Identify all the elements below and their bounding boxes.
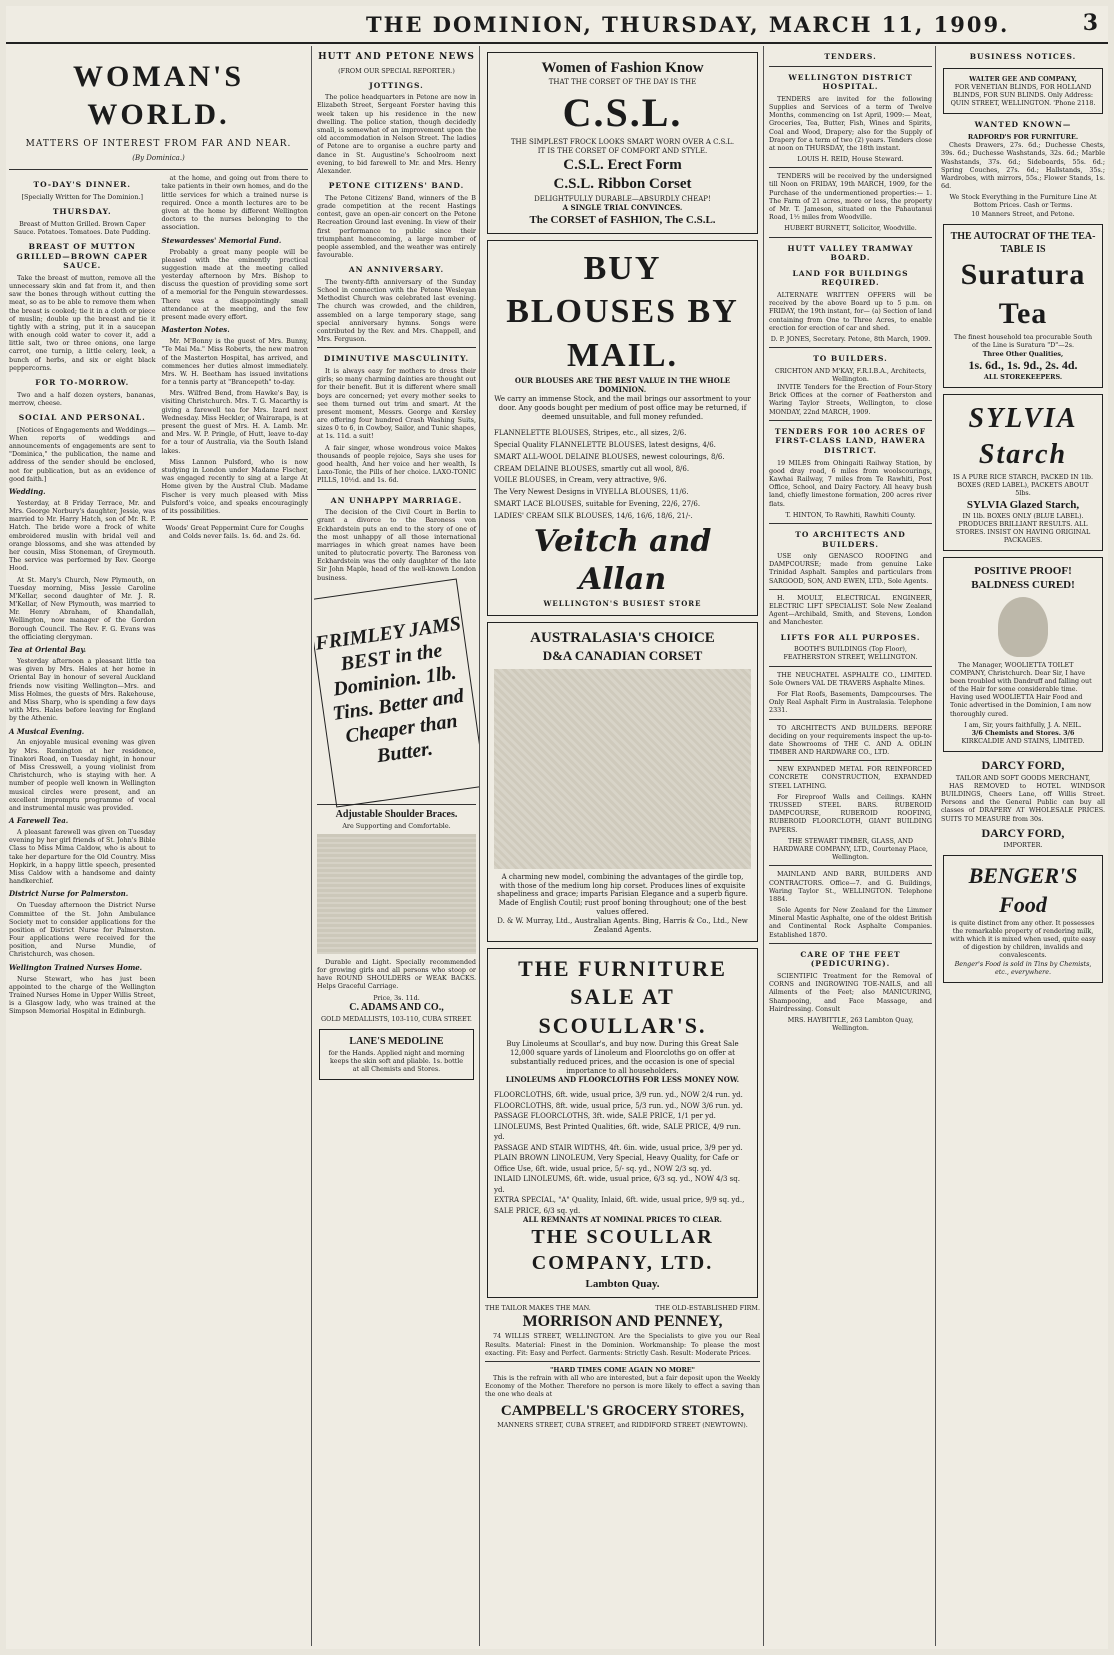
womans-world-split [9, 174, 308, 1018]
tea-footer: ALL STOREKEEPERS. [983, 373, 1063, 382]
campbell-ad [485, 1366, 760, 1429]
furniture-item: PASSAGE FLOORCLOTHS, 3ft. wide, SALE PRICE, 1/1 per yd. [494, 1112, 716, 1121]
furniture-heading: THE FURNITURE SALE AT SCOULLAR'S. [518, 956, 727, 1038]
masterton-heading: Masterton Notes. [161, 325, 230, 335]
suratura-tea-ad [943, 224, 1103, 388]
blouses-intro: We carry an immense Stock, and the mail brings our assortment to your door. Any goods bought per medium of post office may be returned, if deemed unsuitable, and full money refunded. [494, 395, 751, 421]
farewell-heading: A Farewell Tea. [9, 816, 69, 826]
genasco-text: USE only GENASCO ROOFING and DAMPCOURSE; made from genuine Lake Trinidad Asphalt. Samples and particulars from SARGOOD, SON, AND EWEN, LTD., Sole Agents. [769, 552, 932, 585]
limmer-asphalte-text: Sole Agents for New Zealand for the Limmer Mineral Mastic Asphalte, one of the oldest British and Continental Rock Asphalte Companies. Established 1870. [769, 906, 932, 939]
scoullar-address: Lambton Quay. [585, 1277, 660, 1290]
campbell-name: CAMPBELL'S GROCERY STORES, [500, 1402, 745, 1419]
womans-world-banner: WOMAN'S WORLD. [73, 60, 244, 132]
neuchatel-text: THE NEUCHATEL ASPHALTE CO., LIMITED. Sole Owners VAL DE TRAVERS Asphalte Mines. [769, 670, 932, 687]
radfords-name: RADFORD'S FOR FURNITURE. [967, 132, 1079, 141]
lanes-medoline-ad [319, 1029, 474, 1080]
recipe-heading: BREAST OF MUTTON GRILLED—BROWN CAPER SAUCE. [16, 242, 149, 271]
woods-peppermint-ad: Woods' Great Peppermint Cure for Coughs and Colds never fails. 1s. 6d. and 2s. 6d. [165, 524, 304, 541]
anniversary-heading: AN ANNIVERSARY. [348, 265, 445, 275]
furniture-item: LINOLEUMS, Best Printed Qualities, 6ft. wide, SALE PRICE, 4/9 run. yd. [494, 1122, 741, 1142]
hawera-heading: TENDERS FOR 100 ACRES OF FIRST-CLASS LAND, HAWERA DISTRICT. [774, 426, 927, 455]
baldness-price: 3/6 Chemists and Stores. 3/6 [971, 729, 1075, 737]
tramway-subheading: LAND FOR BUILDINGS REQUIRED. [792, 268, 909, 288]
veitch-tagline: WELLINGTON'S BUSIEST STORE [543, 598, 702, 608]
blouse-item: The Very Newest Designs in VIYELLA BLOUSES, 11/6. [494, 488, 689, 497]
morrison-penney-ad [485, 1304, 760, 1357]
blouse-item: CREAM DELAINE BLOUSES, smartly cut all wool, 8/6. [494, 464, 690, 473]
womans-world-left [9, 174, 156, 1018]
braces-text: Durable and Light. Specially recommended for growing girls and all persons who stoop or have ROUND SHOULDERS or WEAK BACKS. Helps Graceful Carriage. [317, 957, 476, 991]
csl-name: C.S.L. [562, 90, 683, 136]
baldness-text: The Manager, WOOLIETTA TOILET COMPANY, Christchurch. Dear Sir, I have been troubled with Dandruff and falling out of the Hair for some considerable time. Having used WOOLIETTA Hair Food and Tonic advertised in the Dominion, I am now thoroughly cured. [950, 660, 1092, 718]
blouses-ad [487, 240, 758, 616]
musical-heading: A Musical Evening. [9, 726, 85, 736]
tea-text: Yesterday afternoon a pleasant little tea was given by Mrs. Hales at her home in Oriental Bay in honour of several Auckland friends now visiting Wellington—Mrs. and Miss Holmes, the guests of Mrs. Rakehouse, and Miss Sharp, who is spending a few days with Mrs. Hales before leaving for England by the Athenic. [9, 657, 156, 723]
moult-text: H. MOULT, ELECTRICAL ENGINEER, ELECTRIC LIFT SPECIALIST. Sole New Zealand Agent—Archibald, Smith, and Stevens, London and Manchester. [769, 593, 932, 627]
blouse-item: FLANNELETTE BLOUSES, Stripes, etc., all sizes, 2/6. [494, 428, 687, 437]
campbell-text: This is the refrain with all who are interested, but a fair deposit upon the Weekly Economy of the Mother. Therefore no person is more likely to effect a saving than the one who deals at [485, 1374, 760, 1399]
neuchatel-details: For Flat Roofs, Basements, Dampcourses. The Only Real Asphalt Firm in Australasia. Telephone 2331. [769, 689, 932, 715]
blouse-item: SMART ALL-WOOL DELAINE BLOUSES, newest colourings, 8/6. [494, 452, 725, 461]
furniture-subtitle: LINOLEUMS AND FLOORCLOTHS FOR LESS MONEY NOW. [505, 1074, 740, 1084]
trained-nurses-heading: Wellington Trained Nurses Home. [9, 962, 143, 972]
business-notices-column [938, 46, 1108, 1646]
csl-tagline: The CORSET of FASHION, The C.S.L. [529, 213, 716, 226]
radfords-footer: We Stock Everything in the Furniture Line At Bottom Prices. Cash or Terms. [949, 193, 1097, 210]
blouses-subtitle: OUR BLOUSES ARE THE BEST VALUE IN THE WHOLE DOMINION. [514, 376, 731, 395]
masculinity-text: It is always easy for mothers to dress their girls; so many charming dainties are thought out for their benefit. But it is different where small boys are concerned; yet every mother seeks to see them turned out trim and smart. At the present moment, Messrs. George and Kersley are offering four hundred Crash Washing Suits, sizes 0 to 6, in Cowboy, Sailor, and Tunic shapes, at 1s. 11d. a suit! [317, 366, 476, 441]
womans-world-column [6, 46, 312, 1646]
blouse-item: SMART LACE BLOUSES, suitable for Evening, 22/6, 27/6. [494, 500, 701, 509]
divider [769, 420, 932, 421]
blouses-list [494, 428, 751, 523]
baldness-heading: POSITIVE PROOF! BALDNESS CURED! [971, 565, 1075, 592]
hawera-signature: T. HINTON, To Rawhiti, Rawhiti County. [785, 510, 916, 519]
farewell-text: A pleasant farewell was given on Tuesday evening by her girl friends of St. John's Bible Class to Miss Mima Caldow, who is about to take her departure for the Old Country. Miss Hopkirk, in a happy little speech, presented Miss Caldow with a handsome and dainty handkerchief. [9, 828, 156, 886]
divider [769, 943, 932, 944]
hospital-heading: WELLINGTON DISTRICT HOSPITAL. [788, 72, 913, 92]
canadian-agents: D. & W. Murray, Ltd., Australian Agents. Bing, Harris & Co., Ltd., New Zealand Agents. [497, 917, 748, 935]
memorial-text: Probably a great many people will be pleased with the eminently practical suggestion made at the meeting called yesterday afternoon by Mrs. Bishop to discuss the question of providing some sort of a memorial for the Penguin stewardesses. There was a disappointingly small attendance at the meeting, and the few present made every effort. [161, 247, 308, 322]
masthead-title: THE DOMINION, THURSDAY, MARCH 11, 1909. [366, 12, 1010, 37]
tomorrow-text: Two and a half dozen oysters, bananas, merrow, cheese. [9, 390, 156, 407]
portrait-illustration [998, 597, 1048, 657]
braces-illustration [317, 834, 476, 954]
wedding-heading: Wedding. [9, 486, 46, 496]
lanes-heading: LANE'S MEDOLINE [349, 1035, 444, 1047]
expanded-metal-text: NEW EXPANDED METAL FOR REINFORCED CONCRETE CONSTRUCTION, EXPANDED STEEL LATHING. [769, 765, 932, 790]
darcy-ford-name-2: DARCY FORD, [981, 825, 1065, 840]
veitch-allan-name: Veitch and Allan [533, 524, 712, 598]
morrison-taglines [485, 1304, 760, 1312]
builders-text: INVITE Tenders for the Erection of Four-Story Brick Offices at the corner of Featherston and Waring Taylor Streets, Wellington, to close MONDAY, 22nd MARCH, 1909. [769, 383, 932, 416]
hutt-petone-correspondent: (FROM OUR SPECIAL REPORTER.) [338, 66, 455, 75]
newspaper-page [6, 6, 1108, 1649]
corset-illustration [494, 669, 751, 869]
tea-text: The finest household tea procurable South of the Line is Suratura "D"—2s. [953, 333, 1093, 350]
hutt-petone-heading: HUTT AND PETONE NEWS [318, 52, 475, 62]
divider [769, 589, 932, 590]
canadian-corset-ad [487, 622, 758, 942]
blouse-item: Special Quality FLANNELETTE BLOUSES, latest designs, 4/6. [494, 440, 716, 449]
trained-nurses-text: Nurse Stewart, who has just been appointed to the charge of the Wellington Trained Nurses Home in Upper Willis Street, is a Glasgow lady, who was trained at the Simpson Memorial Hospital in Edinburgh. [9, 974, 156, 1016]
sylvia-glazed-text: IN 1lb. BOXES ONLY (BLUE LABEL). PRODUCES BRILLIANT RESULTS. ALL STORES. INSIST ON HAVING ORIGINAL PACKAGES. [955, 511, 1091, 545]
furniture-sale-ad [487, 948, 758, 1297]
wanted-heading: WANTED KNOWN— [974, 120, 1072, 130]
hawera-text: 19 MILES from Ohingaiti Railway Station, by good dray road, 6 miles from woolscourings, Kawhai Railway, 7 miles from Te Rawhiti, Post Office, School, and Dairy Factory. All heavy bush land, chiefly limestone formation, 200 acres river flats. [769, 458, 932, 508]
radfords-text: Chests Drawers, 27s. 6d.; Duchesse Chests, 39s. 6d.; Duchesse Washstands, 32s. 6d.; Marble Washstands, 37s. 6d.; Sideboards, 55s. 6d.; Spring Couches, 27s. 6d.; Hallstands, 35s.; Wardrobes, with mirrors, 55s.; Flower Stands, 1s. 6d. [941, 141, 1105, 191]
ruberoid-text: For Fireproof Walls and Ceilings. KAHN TRUSSED STEEL BARS. RUBEROID DAMPCOURSE, RUBEROID ROOFING, RUBEROID FLOORCLOTH, GIANT BUILDING PAPERS. [769, 792, 932, 834]
pulsford-text: Miss Lannon Pulsford, who is now studying in London under Madame Fischer, was engaged recently to sing at a large At Home given by the Austral Club. Madame Fischer is very much pleased with Miss Pulsford's voice, and speaks encouragingly of its possibilities. [161, 457, 308, 515]
unhappy-marriage-heading: AN UNHAPPY MARRIAGE. [330, 495, 463, 505]
furniture-intro: Buy Linoleums at Scoullar's, and buy now. During this Great Sale 12,000 square yards of Linoleum and Floorcloths go on offer at substantially reduced prices, and the occasion is one of special importance to all householders. [506, 1039, 739, 1075]
divider [317, 347, 476, 348]
furniture-item: FLOORCLOTHS, 8ft. wide, usual price, 5/3 run. yd., NOW 3/6 run. yd. [494, 1101, 743, 1110]
walter-gee-name: WALTER GEE AND COMPANY, [969, 74, 1077, 83]
pedicure-text: SCIENTIFIC Treatment for the Removal of CORNS and INGROWING TOE-NAILS, and all Ailments of the Feet; also MANICURING, Shampooing, and Face Massage, and Hairdressing. Consult [769, 972, 932, 1013]
anniversary-text: The twenty-fifth anniversary of the Sunday School in connection with the Petone Wesleyan Methodist Church was celebrated last evening. The church was crowded, and the children, assembled on a large temporary stage, sang special anniversary hymns. Songs were contributed by the Rev. and Mrs. Chappell, and Mrs. Ferguson. [317, 277, 476, 344]
darcy-ford-name: DARCY FORD, [981, 758, 1065, 773]
furniture-list [494, 1090, 751, 1216]
tramway-text: ALTERNATE WRITTEN OFFERS will be received by the above Board up to 5 p.m. on FRIDAY, the 19th instant, for— (a) Section of land containing from One to Three Acres, to enable erection for erection of car and shed. [769, 290, 932, 332]
divider [485, 1361, 760, 1362]
blouse-item: LADIES' CREAM SILK BLOUSES, 14/6, 16/6, 18/6, 21/-. [494, 512, 693, 521]
bengers-name: BENGER'S Food [968, 863, 1078, 917]
baldness-ad [943, 557, 1103, 752]
dinner-menu: Breast of Mutton Grilled. Brown Caper Sauce. Potatoes. Tomatoes. Date Pudding. [13, 219, 151, 236]
morrison-name: MORRISON AND PENNEY, [522, 1312, 723, 1330]
canadian-text: A charming new model, combining the advantages of the girdle top, with those of the medium long hip corset. Produces lines of exquisite shapeliness and grace; imparts Parisian Elegance and a superb figure. Made of English Coutil; rust proof boning throughout; one of the best values offered. [497, 872, 748, 917]
divider [769, 523, 932, 524]
scoullar-name: THE SCOULLAR COMPANY, LTD. [531, 1226, 714, 1275]
campbell-top: "HARD TIMES COME AGAIN NO MORE" [550, 1365, 695, 1374]
stewart-timber: THE STEWART TIMBER, GLASS, AND HARDWARE COMPANY, LTD., Courtenay Place, Wellington. [773, 836, 928, 862]
canadian-name: D&A CANADIAN CORSET [542, 647, 703, 663]
tenders-heading: TENDERS. [824, 52, 877, 61]
masterton-text: Mr. M'Bonny is the guest of Mrs. Bunny, "Te Mai Ma." Miss Roberts, the new matron of the Masterton Hospital, has arrived, and commences her duties almost immediately. Mrs. W. H. Beetham has issued invitations for a tennis party at "Brancepeth" to-day. [161, 337, 308, 387]
nurses-continued-text: at the home, and going out from there to take patients in their own homes, and do the little services for which a trained nurse is required. Once a month lectures are to be given at the home by different Wellington doctors to the nurses belonging to the association. [161, 174, 308, 232]
tomorrow-heading: FOR TO-MORROW. [35, 378, 130, 388]
bengers-food-ad [943, 855, 1103, 983]
womans-world-byline: (By Dominica.) [132, 154, 185, 163]
display-ads-column [482, 46, 764, 1646]
sylvia-name: SYLVIA Starch [968, 403, 1078, 471]
walter-gee-text: FOR VENETIAN BLINDS, FOR HOLLAND BLINDS, FOR SUN BLINDS. Only Address: QUIN STREET, WELLINGTON. 'Phone 2118. [950, 82, 1096, 108]
lanes-text: for the Hands. Applied night and morning keeps the skin soft and pliable. 1s. bottle at all Chemists and Stores. [328, 1048, 465, 1073]
jottings-text: The police headquarters in Petone are now in Elizabeth Street, Sergeant Forster having this week taken up his residence in the new dwelling. The police station, though decidedly small, is somewhat of an improvement upon the old accommodation in Nelson Street. The ladies of Petone are to organise a euchre party and dance in St. Augustine's Schoolroom next evening, to bid farewell to Mr. and Mrs. Henry Alexander. [317, 93, 476, 175]
tenders-column [766, 46, 936, 1646]
dinner-day: THURSDAY. [52, 207, 112, 217]
divider [769, 666, 932, 667]
csl-subtitle: THAT THE CORSET OF THE DAY IS THE [548, 78, 697, 87]
memorial-heading: Stewardesses' Memorial Fund. [161, 235, 282, 245]
tea-prices: 1s. 6d., 1s. 9d., 2s. 4d. [968, 357, 1078, 372]
csl-durable: DELIGHTFULLY DURABLE—ABSURDLY CHEAP! [534, 194, 711, 203]
hospital-signature: LOUIS H. REID, House Steward. [797, 155, 904, 164]
canadian-heading: AUSTRALASIA'S CHOICE [530, 629, 715, 646]
blouse-item: VOILE BLOUSES, in Cream, very attractive, 9/6. [494, 476, 667, 485]
frimley-jams-text: FRIMLEY JAMS BEST in the Dominion. 1lb. Tins. Better and Cheaper than Butter. [314, 612, 466, 768]
divider [769, 865, 932, 866]
dinner-heading: TO-DAY'S DINNER. [33, 180, 131, 190]
divider [162, 519, 309, 520]
walter-gee-ad [943, 68, 1103, 115]
lifts-heading: LIFTS FOR ALL PURPOSES. [780, 632, 921, 642]
social-heading: SOCIAL AND PERSONAL. [18, 413, 146, 422]
nurse-heading: District Nurse for Palmerston. [9, 889, 129, 899]
csl-trial: A SINGLE TRIAL CONVINCES. [562, 202, 683, 212]
band-text: The Petone Citizens' Band, winners of the B grade competition at the recent Hastings contest, gave an open-air concert on the Petone Recreation Ground last evening. In view of their first performance to public since their triumphant homecoming, a large number of people assembled, and the weather was entirely favourable. [317, 193, 476, 260]
darcy-ford-importer: IMPORTER. [1003, 841, 1043, 850]
divider [769, 66, 932, 67]
baldness-agent: KIRKCALDIE AND STAINS, LIMITED. [961, 737, 1085, 746]
tea-top: THE AUTOCRAT OF THE TEA-TABLE IS [950, 230, 1096, 255]
braces-heading: Adjustable Shoulder Braces. [335, 808, 458, 820]
odlin-text: TO ARCHITECTS AND BUILDERS. BEFORE deciding on your requirements inspect the up-to-date Showrooms of THE C. AND A. ODLIN TIMBER AND HARDWARE CO., LTD. [769, 723, 932, 757]
jottings-heading: JOTTINGS. [369, 80, 424, 90]
business-notices-heading: BUSINESS NOTICES. [969, 52, 1077, 61]
booths-address: BOOTH'S BUILDINGS (Top Floor), FEATHERSTON STREET, WELLINGTON. [783, 645, 918, 662]
csl-erect-form: C.S.L. Erect Form [563, 157, 682, 174]
furniture-item: PASSAGE AND STAIR WIDTHS, 4ft. 6in. wide, usual price, 3/9 per yd. [494, 1143, 743, 1152]
recipe-text: Take the breast of mutton, remove all the unnecessary skin and fat from it, and then saw the bones through without cutting the meat, so as to be able to remove them when the breast is cooked; tie it in a cloth or piece of muslin; double up the breast and tie it tightly with a string, put it in a saucepan with enough cold water to cover it, add a little salt, two or three onions, one large carrot, one turnip, a little celery, leek, a bunch of herbs, and six or eight black peppercorns. [9, 273, 156, 372]
baldness-signature: I am, Sir, yours faithfully, J. A. NEIL. [964, 720, 1082, 729]
builders-architects: CRICHTON AND M'KAY, F.R.I.B.A., Architects, Wellington. [774, 366, 927, 383]
furniture-item: EXTRA SPECIAL, "A" Quality, Inlaid, 6ft. wide, usual price, 9/9 sq. yd., SALE PRICE, 6/3 sq. yd. [494, 1196, 745, 1215]
visitors-text: Mrs. Wilfred Bend, from Hawke's Bay, is visiting Christchurch. Mrs. T. G. Macarthy is giving a farewell tea for Mrs. Izard next Wednesday. Miss Heckler, of Wairarapa, is at present the guest of Mrs. H. A. Lamb. Mr. and Mrs. W. P. Pringle, of Hutt, leave to-day for a tour of Australia, via the South Island lakes. [161, 389, 308, 455]
divider [769, 237, 932, 238]
social-note: [Notices of Engagements and Weddings.—When reports of weddings and announcements of engagements are sent to "Dominica," the publication, the name and address of the sender should be enclosed, not for publication, but as an evidence of good faith.] [9, 425, 156, 483]
darcy-ford-subtitle: TAILOR AND SOFT GOODS MERCHANT, [955, 773, 1091, 782]
darcy-ford-text: HAS REMOVED to HOTEL WINDSOR BUILDINGS, Cheers Lane, off Willis Street. Persons and the General Public can buy all classes of DRAPERY AT WHOLESALE PRICES. SUITS TO MEASURE from 30s. [941, 781, 1105, 823]
csl-corset-ad [487, 52, 758, 234]
braces-subtitle: Are Supporting and Comfortable. [342, 821, 451, 830]
campbell-address: MANNERS STREET, CUBA STREET, and RIDDIFORD STREET (NEWTOWN). [497, 1420, 748, 1429]
adams-name: C. ADAMS AND CO., [349, 1001, 444, 1013]
tramway-heading: HUTT VALLEY TRAMWAY BOARD. [787, 243, 914, 263]
divider [317, 489, 476, 490]
morrison-tag-right: THE OLD-ESTABLISHED FIRM. [655, 1303, 760, 1312]
tea-heading: Tea at Oriental Bay. [9, 645, 87, 655]
womans-world-right [162, 174, 309, 1018]
masculinity-heading: DIMINUTIVE MASCULINITY. [323, 354, 470, 364]
braces-price: Price, 3s. 11d. [373, 993, 420, 1002]
furniture-item: PLAIN BROWN LINOLEUM, Very Special, Heavy Quality, for Cafe or Office Use, 6ft. wide, usual price, 5/- sq. yd., NOW 2/3 sq. yd. [494, 1154, 739, 1173]
csl-comfort: IT IS THE CORSET OF COMFORT AND STYLE. [537, 147, 708, 156]
tramway-signature: D. P. JONES, Secretary. Petone, 8th March, 1909. [770, 334, 931, 343]
band-heading: PETONE CITIZENS' BAND. [328, 181, 465, 191]
womans-world-subtitle: MATTERS OF INTEREST FROM FAR AND NEAR. [25, 138, 292, 149]
adams-address: GOLD MEDALLISTS, 103-110, CUBA STREET. [321, 1014, 472, 1023]
tea-grades: Three Other Qualities, [982, 349, 1064, 358]
builders-heading: TO BUILDERS. [813, 354, 888, 364]
sylvia-starch-ad [943, 394, 1103, 551]
csl-simple: THE SIMPLEST FROCK LOOKS SMART WORN OVER A C.S.L. [510, 138, 735, 147]
divider [769, 347, 932, 348]
csl-ribbon-corset: C.S.L. Ribbon Corset [553, 176, 692, 193]
radfords-address: 10 Manners Street, and Petone. [971, 209, 1075, 218]
woodville-tender-text: TENDERS will be received by the undersigned till Noon on FRIDAY, 19th MARCH, 1909, for the Purchase of the undermentioned properties:— 1. The Farm of 21 acres, more or less, the property of Mr. T. Jameson, situated on the Pahautanui Road, 1½ miles from Woodville. [769, 172, 932, 222]
haybittle-signature: MRS. HAYBITTLE, 263 Lambton Quay, Wellington. [787, 1015, 914, 1033]
morrison-text: 74 WILLIS STREET, WELLINGTON. Are the Specialists to give you our Real Results. Material: Finest in the Dominion. Workmanship: To please the most exacting. Fit: Easy and Perfect. Garments: Strictly Cash. Result: Moderate Prices. [485, 1332, 760, 1357]
frimley-jams-ad [314, 578, 480, 807]
sylvia-glazed: SYLVIA Glazed Starch, [966, 498, 1080, 511]
furniture-item: FLOORCLOTHS, 6ft. wide, usual price, 3/9 run. yd., NOW 2/4 run. yd. [494, 1091, 743, 1100]
sylvia-text: IS A PURE RICE STARCH, PACKED IN 1lb. BOXES (RED LABEL), PACKETS ABOUT 5lbs. [952, 472, 1094, 498]
bengers-footer: Benger's Food is sold in Tins by Chemists, etc., everywhere. [954, 959, 1092, 976]
suratura-name: Suratura Tea [960, 258, 1086, 330]
divider [769, 167, 932, 168]
furniture-remnants: ALL REMNANTS AT NOMINAL PRICES TO CLEAR. [523, 1215, 722, 1225]
hutt-petone-column [314, 46, 480, 1646]
church-text: At St. Mary's Church, New Plymouth, on Tuesday morning, Miss Jessie Caroline M'Kellar, second daughter of Mr. J. R. M'Kellar, of New Plymouth, was married to Mr. Henry Abraham, of Khandallah, Wellington, now manager of the Gordon Borough Council. The Rev. F. G. Evans was the officiating clergyman. [9, 575, 156, 641]
mainland-barr-text: MAINLAND AND BARR, BUILDERS AND CONTRACTORS. Office—7. and G. Buildings, Waring Taylor St., WELLINGTON. Telephone 1884. [769, 870, 932, 903]
wedding-text: Yesterday, at 8 Friday Terrace, Mr. and Mrs. George Norbury's daughter, Jessie, was married to Mr. Harry Hatch, son of Mr. R. P. Hatch. The bride wore a frock of white embroidered muslin with bridal veil and orange blossoms, and she was attended by her cousin, Miss Stoneman, of Greymouth. The service was performed by Rev. George Hood. [9, 498, 156, 573]
divider [769, 719, 932, 720]
unhappy-marriage-text: The decision of the Civil Court in Berlin to grant a divorce to the Baroness von Eckhardstein puts an end to the story of one of the most unhappy of all those international marriages in which great names have been united to plutocratic poverty. The Baroness von Eckhardstein was the only daughter of the late Sir John Maple, head of the well-known London business. [317, 508, 476, 582]
hospital-text: TENDERS are invited for the following Supplies and Services of a term of Twelve Months, commencing on 1st April, 1909:— Meat, Groceries, Tea, Butter, Fish, Wines and Spirits, Coal and Wood, Drapery; also for the Supply of Drapery for a term of two (2) years. Tenders close at noon on THURSDAY, the 18th instant. [769, 94, 932, 152]
laxo-tonic-ad: A fair singer, whose wondrous voice Makes thousands of people rejoice, Says she uses for good health, And her voice and her wealth, Is Laxo-Tonic, the Pills of her choice. LAXO-TONIC PILLS, 10½d. and 1s. 6d. [317, 443, 476, 485]
masthead [6, 6, 1108, 44]
divider [769, 760, 932, 761]
divider [9, 169, 308, 170]
csl-title: Women of Fashion Know [541, 60, 704, 76]
dinner-note: [Specially Written for The Dominion.] [21, 192, 144, 201]
bengers-text: is quite distinct from any other. It possesses the remarkable property of rendering milk, with which it is mixed when used, quite easy of digestion by children, invalids and convalescents. [950, 918, 1096, 960]
page-number: 3 [1082, 10, 1098, 36]
woodville-signature: HUBERT BURNETT, Solicitor, Woodville. [784, 224, 917, 233]
nurse-text: On Tuesday afternoon the District Nurse Committee of the St. John Ambulance Society met to consider applications for the position of District Nurse for Palmerston. Four applications were received for the position, and Nurse Mundie, of Christchurch, was chosen. [9, 901, 156, 959]
blouses-heading: BUY BLOUSES BY MAIL. [506, 249, 739, 374]
architects-heading: TO ARCHITECTS AND BUILDERS. [795, 529, 906, 549]
furniture-item: INLAID LINOLEUMS, 6ft. wide, usual price, 6/3 sq. yd., NOW 4/3 sq. yd. [494, 1175, 740, 1194]
morrison-tag-left: THE TAILOR MAKES THE MAN. [485, 1303, 591, 1312]
musical-text: An enjoyable musical evening was given by Mrs. Remington at her residence, Tinakori Road, on Tuesday night, in honour of Miss Cresswell, a young violinist from Christchurch, who is staying with her. A number of people well known in Wellington musical circles were present, and an excellent impromptu programme of vocal and instrumental music was provided. [9, 738, 156, 812]
pedicure-heading: CARE OF THE FEET (PEDICURING). [800, 949, 901, 969]
